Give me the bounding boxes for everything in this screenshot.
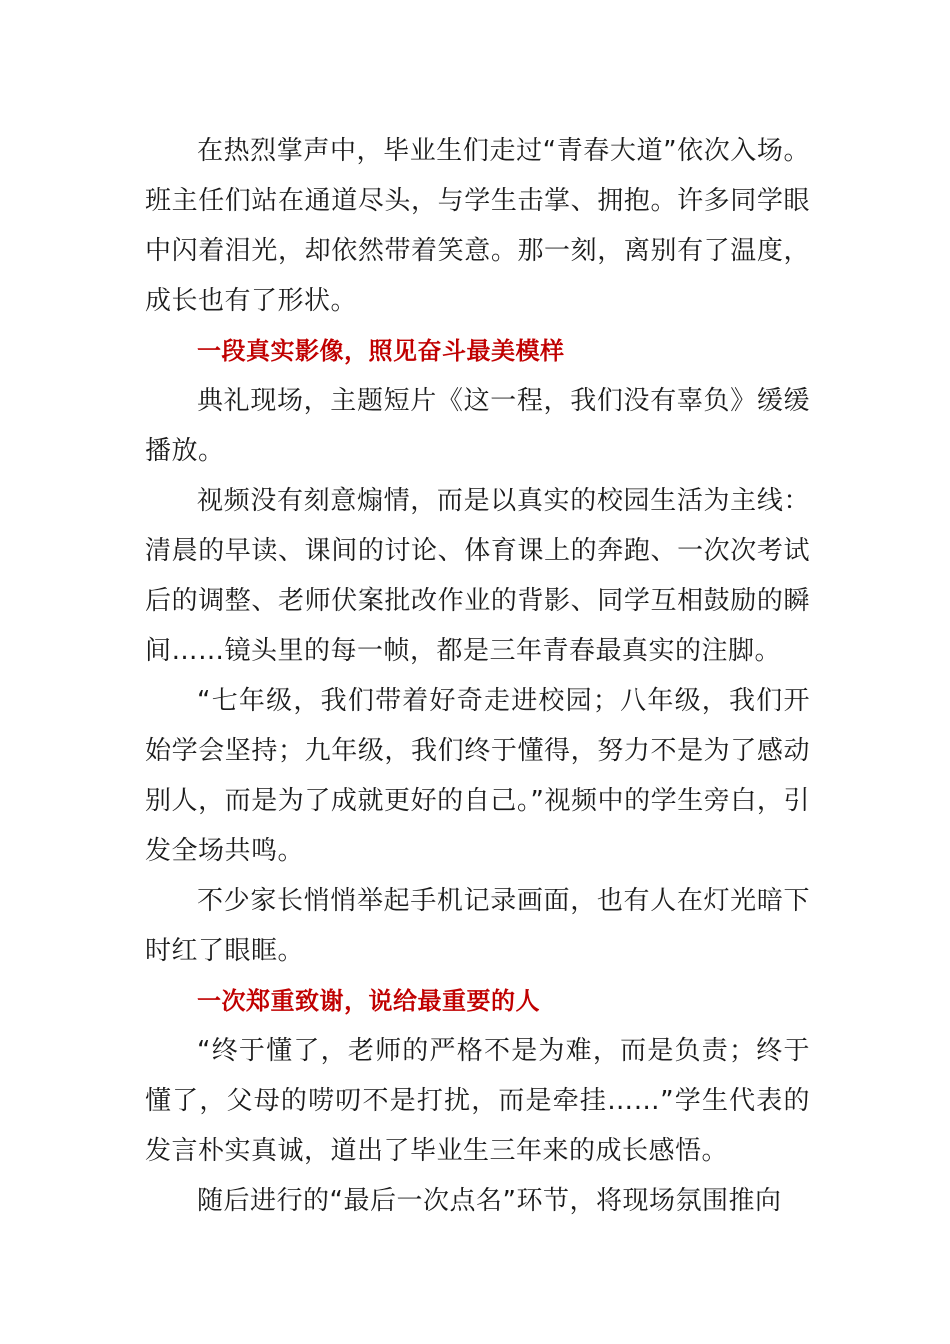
- section-heading-thanks: 一次郑重致谢，说给最重要的人: [197, 987, 540, 1015]
- section-heading-video: 一段真实影像，照见奋斗最美模样: [197, 337, 565, 365]
- paragraph-parents-reaction: 不少家长悄悄举起手机记录画面，也有人在灯光暗下时红了眼眶。: [145, 886, 810, 966]
- paragraph-entrance: 在热烈掌声中，毕业生们走过“青春大道”依次入场。班主任们站在通道尽头，与学生击掌、拥抱。许多同学眼中闪着泪光，却依然带着笑意。那一刻，离别有了温度，成长也有了形状。: [145, 136, 810, 316]
- paragraph-student-speech: “终于懂了，老师的严格不是为难，而是负责；终于懂了，父母的唠叨不是打扰，而是牵挂……”学生代表的发言朴实真诚，道出了毕业生三年来的成长感悟。: [145, 1036, 810, 1166]
- document-body: [145, 126, 810, 1226]
- paragraph-film-playback: 典礼现场，主题短片《这一程，我们没有辜负》缓缓播放。: [145, 386, 810, 466]
- paragraph-narration-quote: “七年级，我们带着好奇走进校园；八年级，我们开始学会坚持；九年级，我们终于懂得，努力不是为了感动别人，而是为了成就更好的自己。”视频中的学生旁白，引发全场共鸣。: [145, 686, 810, 866]
- paragraph-video-content: 视频没有刻意煽情，而是以真实的校园生活为主线：清晨的早读、课间的讨论、体育课上的奔跑、一次次考试后的调整、老师伏案批改作业的背影、同学互相鼓励的瞬间……镜头里的每一帧，都是三年青春最真实的注脚。: [145, 486, 810, 666]
- paragraph-roll-call: 随后进行的“最后一次点名”环节，将现场氛围推向: [197, 1186, 782, 1216]
